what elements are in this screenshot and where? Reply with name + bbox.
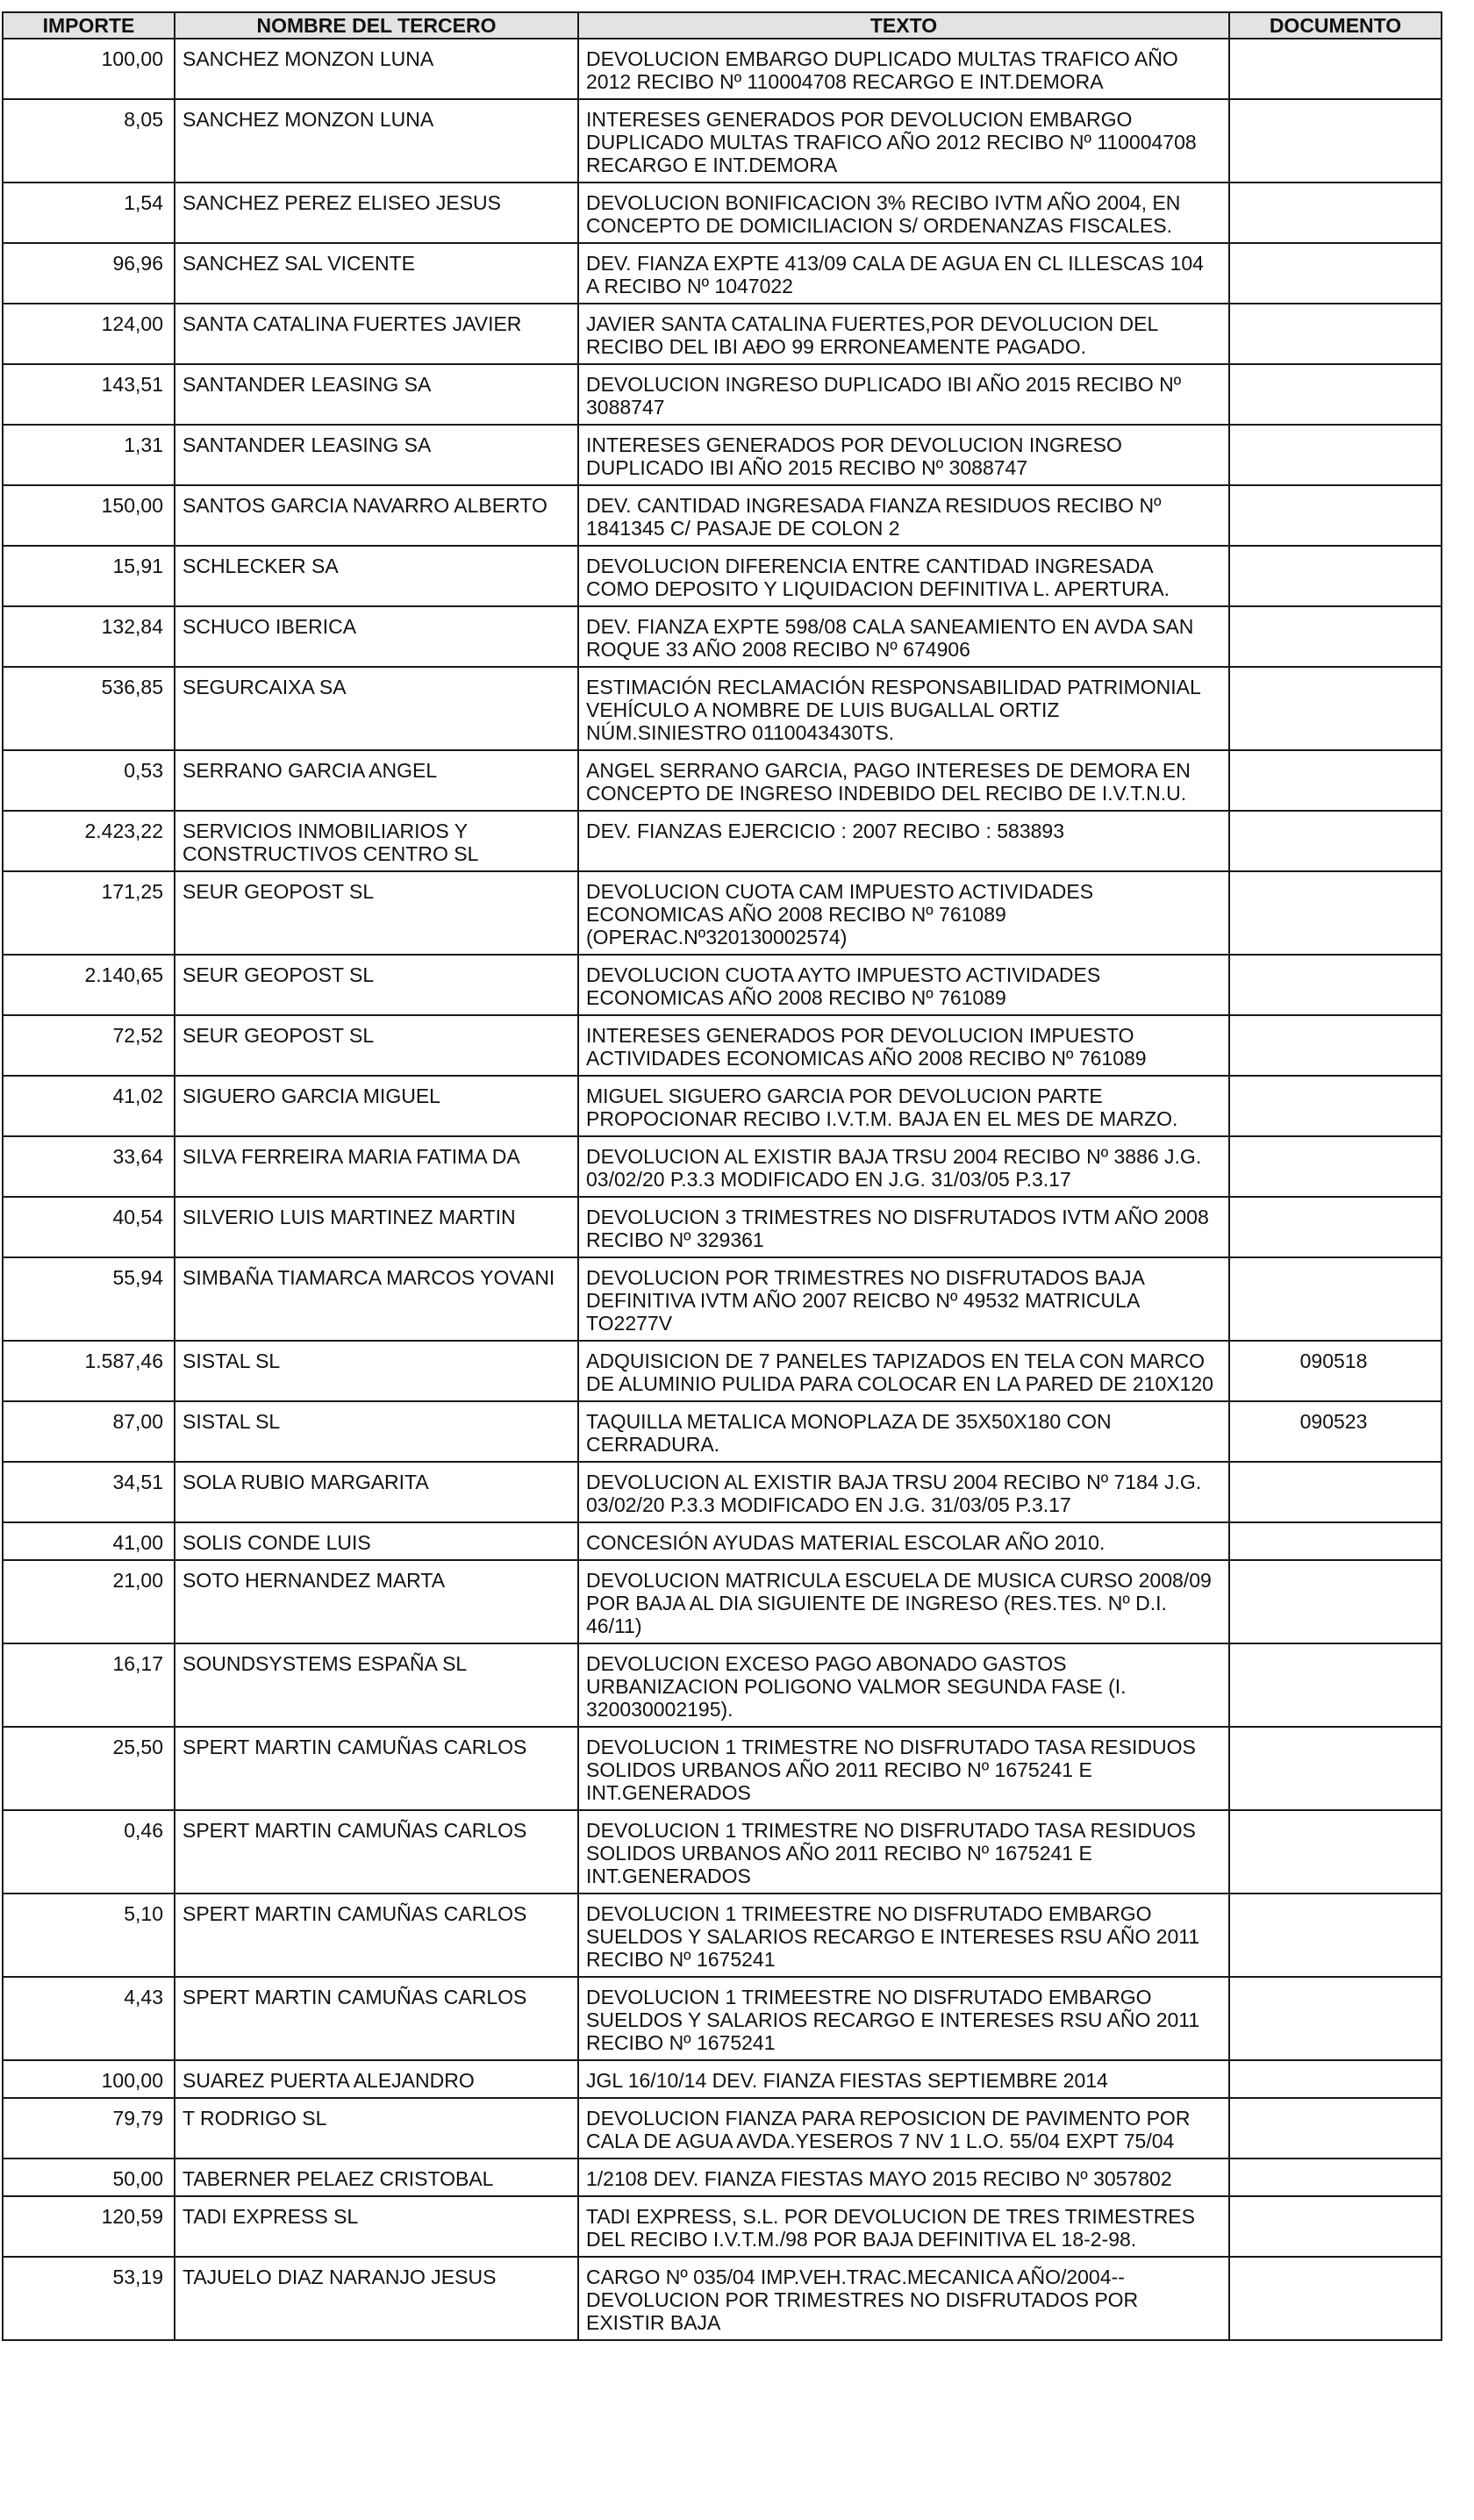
document-cell [1229, 1462, 1442, 1522]
name-cell: SERRANO GARCIA ANGEL [175, 750, 578, 811]
table-row [3, 2196, 1442, 2257]
amount-cell: 55,94 [3, 1257, 175, 1341]
amount-cell: 50,00 [3, 2158, 175, 2196]
table-row [3, 2098, 1442, 2158]
document-cell [1229, 1643, 1442, 1727]
text-cell: JAVIER SANTA CATALINA FUERTES,POR DEVOLUCION DEL RECIBO DEL IBI AÐO 99 ERRONEAMENTE PAGADO. [578, 304, 1229, 364]
text-cell: MIGUEL SIGUERO GARCIA POR DEVOLUCION PARTE PROPOCIONAR RECIBO I.V.T.M. BAJA EN EL MES DE MARZO. [578, 1076, 1229, 1136]
text-cell: DEVOLUCION BONIFICACION 3% RECIBO IVTM AÑO 2004, EN CONCEPTO DE DOMICILIACION S/ ORDENANZAS FISCALES. [578, 183, 1229, 243]
table-row [3, 1197, 1442, 1257]
document-cell [1229, 2098, 1442, 2158]
text-cell: DEVOLUCION 1 TRIMEESTRE NO DISFRUTADO EMBARGO SUELDOS Y SALARIOS RECARGO E INTERESES RSU AÑO 2011 RECIBO Nº 1675241 [578, 1894, 1229, 1977]
name-cell: SOLA RUBIO MARGARITA [175, 1462, 578, 1522]
text-cell: TADI EXPRESS, S.L. POR DEVOLUCION DE TRES TRIMESTRES DEL RECIBO I.V.T.M./98 POR BAJA DEFINITIVA EL 18-2-98. [578, 2196, 1229, 2257]
name-cell: SPERT MARTIN CAMUÑAS CARLOS [175, 1977, 578, 2060]
name-cell: SOLIS CONDE LUIS [175, 1522, 578, 1560]
header-nombre-del-tercero: NOMBRE DEL TERCERO [175, 12, 578, 39]
document-cell [1229, 2060, 1442, 2098]
table-row [3, 1727, 1442, 1810]
table-row [3, 364, 1442, 425]
amount-cell: 171,25 [3, 871, 175, 955]
document-cell [1229, 1257, 1442, 1341]
amount-cell: 15,91 [3, 546, 175, 606]
document-cell [1229, 1977, 1442, 2060]
amount-cell: 41,02 [3, 1076, 175, 1136]
name-cell: SISTAL SL [175, 1341, 578, 1401]
amount-cell: 100,00 [3, 39, 175, 99]
name-cell: T RODRIGO SL [175, 2098, 578, 2158]
document-cell: 090523 [1229, 1401, 1442, 1462]
table-row [3, 1560, 1442, 1643]
table-row [3, 2257, 1442, 2340]
document-cell [1229, 304, 1442, 364]
amount-cell: 0,46 [3, 1810, 175, 1894]
table-row [3, 1894, 1442, 1977]
text-cell: INTERESES GENERADOS POR DEVOLUCION EMBARGO DUPLICADO MULTAS TRAFICO AÑO 2012 RECIBO Nº 110004708 RECARGO E INT.DEMORA [578, 99, 1229, 183]
amount-cell: 33,64 [3, 1136, 175, 1197]
table-row [3, 243, 1442, 304]
document-cell [1229, 2257, 1442, 2340]
table-row [3, 955, 1442, 1015]
table-row [3, 546, 1442, 606]
payments-table [2, 11, 1442, 2341]
document-cell [1229, 811, 1442, 871]
amount-cell: 1,54 [3, 183, 175, 243]
name-cell: SISTAL SL [175, 1401, 578, 1462]
table-header-row [3, 12, 1442, 39]
text-cell: ADQUISICION DE 7 PANELES TAPIZADOS EN TELA CON MARCO DE ALUMINIO PULIDA PARA COLOCAR EN LA PARED DE 210X120 [578, 1341, 1229, 1401]
text-cell: DEVOLUCION CUOTA CAM IMPUESTO ACTIVIDADES ECONOMICAS AÑO 2008 RECIBO Nº 761089 (OPERAC.Nº320130002574) [578, 871, 1229, 955]
table-row [3, 304, 1442, 364]
amount-cell: 8,05 [3, 99, 175, 183]
amount-cell: 132,84 [3, 606, 175, 667]
text-cell: ANGEL SERRANO GARCIA, PAGO INTERESES DE DEMORA EN CONCEPTO DE INGRESO INDEBIDO DEL RECIBO DE I.V.T.N.U. [578, 750, 1229, 811]
text-cell: CARGO Nº 035/04 IMP.VEH.TRAC.MECANICA AÑO/2004-- DEVOLUCION POR TRIMESTRES NO DISFRUTADOS POR EXISTIR BAJA [578, 2257, 1229, 2340]
text-cell: DEVOLUCION POR TRIMESTRES NO DISFRUTADOS BAJA DEFINITIVA IVTM AÑO 2007 REICBO Nº 49532 MATRICULA TO2277V [578, 1257, 1229, 1341]
amount-cell: 4,43 [3, 1977, 175, 2060]
header-importe: IMPORTE [3, 12, 175, 39]
table-row [3, 183, 1442, 243]
text-cell: DEVOLUCION 1 TRIMESTRE NO DISFRUTADO TASA RESIDUOS SOLIDOS URBANOS AÑO 2011 RECIBO Nº 1675241 E INT.GENERADOS [578, 1727, 1229, 1810]
text-cell: INTERESES GENERADOS POR DEVOLUCION IMPUESTO ACTIVIDADES ECONOMICAS AÑO 2008 RECIBO Nº 761089 [578, 1015, 1229, 1076]
table-row [3, 2158, 1442, 2196]
name-cell: SPERT MARTIN CAMUÑAS CARLOS [175, 1727, 578, 1810]
text-cell: ESTIMACIÓN RECLAMACIÓN RESPONSABILIDAD PATRIMONIAL VEHÍCULO A NOMBRE DE LUIS BUGALLAL ORTIZ NÚM.SINIESTRO 0110043430TS. [578, 667, 1229, 750]
table-row [3, 1015, 1442, 1076]
document-cell [1229, 871, 1442, 955]
name-cell: SANTA CATALINA FUERTES JAVIER [175, 304, 578, 364]
table-row [3, 1341, 1442, 1401]
table-row [3, 1643, 1442, 1727]
table-row [3, 2060, 1442, 2098]
name-cell: SOUNDSYSTEMS ESPAÑA SL [175, 1643, 578, 1727]
amount-cell: 87,00 [3, 1401, 175, 1462]
table-row [3, 485, 1442, 546]
text-cell: DEVOLUCION AL EXISTIR BAJA TRSU 2004 RECIBO Nº 7184 J.G. 03/02/20 P.3.3 MODIFICADO EN J.G. 31/03/05 P.3.17 [578, 1462, 1229, 1522]
name-cell: SANTOS GARCIA NAVARRO ALBERTO [175, 485, 578, 546]
text-cell: DEVOLUCION CUOTA AYTO IMPUESTO ACTIVIDADES ECONOMICAS AÑO 2008 RECIBO Nº 761089 [578, 955, 1229, 1015]
text-cell: DEVOLUCION INGRESO DUPLICADO IBI AÑO 2015 RECIBO Nº 3088747 [578, 364, 1229, 425]
text-cell: CONCESIÓN AYUDAS MATERIAL ESCOLAR AÑO 2010. [578, 1522, 1229, 1560]
table-row [3, 871, 1442, 955]
document-cell [1229, 1136, 1442, 1197]
document-cell [1229, 1560, 1442, 1643]
name-cell: SEGURCAIXA SA [175, 667, 578, 750]
document-cell [1229, 243, 1442, 304]
amount-cell: 536,85 [3, 667, 175, 750]
amount-cell: 1.587,46 [3, 1341, 175, 1401]
name-cell: SPERT MARTIN CAMUÑAS CARLOS [175, 1894, 578, 1977]
amount-cell: 53,19 [3, 2257, 175, 2340]
name-cell: SCHUCO IBERICA [175, 606, 578, 667]
name-cell: SEUR GEOPOST SL [175, 955, 578, 1015]
amount-cell: 2.423,22 [3, 811, 175, 871]
name-cell: SIMBAÑA TIAMARCA MARCOS YOVANI [175, 1257, 578, 1341]
name-cell: SANCHEZ SAL VICENTE [175, 243, 578, 304]
text-cell: JGL 16/10/14 DEV. FIANZA FIESTAS SEPTIEMBRE 2014 [578, 2060, 1229, 2098]
name-cell: SILVA FERREIRA MARIA FATIMA DA [175, 1136, 578, 1197]
text-cell: DEVOLUCION FIANZA PARA REPOSICION DE PAVIMENTO POR CALA DE AGUA AVDA.YESEROS 7 NV 1 L.O. 55/04 EXPT 75/04 [578, 2098, 1229, 2158]
amount-cell: 124,00 [3, 304, 175, 364]
amount-cell: 72,52 [3, 1015, 175, 1076]
table-row [3, 1136, 1442, 1197]
text-cell: DEV. FIANZAS EJERCICIO : 2007 RECIBO : 583893 [578, 811, 1229, 871]
name-cell: SANCHEZ PEREZ ELISEO JESUS [175, 183, 578, 243]
table-row [3, 1810, 1442, 1894]
name-cell: SOTO HERNANDEZ MARTA [175, 1560, 578, 1643]
document-cell [1229, 1076, 1442, 1136]
document-cell [1229, 1522, 1442, 1560]
document-cell [1229, 606, 1442, 667]
text-cell: DEVOLUCION EMBARGO DUPLICADO MULTAS TRAFICO AÑO 2012 RECIBO Nº 110004708 RECARGO E INT.DEMORA [578, 39, 1229, 99]
amount-cell: 5,10 [3, 1894, 175, 1977]
name-cell: SANTANDER LEASING SA [175, 425, 578, 485]
name-cell: TADI EXPRESS SL [175, 2196, 578, 2257]
amount-cell: 25,50 [3, 1727, 175, 1810]
document-cell [1229, 1894, 1442, 1977]
text-cell: DEVOLUCION AL EXISTIR BAJA TRSU 2004 RECIBO Nº 3886 J.G. 03/02/20 P.3.3 MODIFICADO EN J.G. 31/03/05 P.3.17 [578, 1136, 1229, 1197]
text-cell: INTERESES GENERADOS POR DEVOLUCION INGRESO DUPLICADO IBI AÑO 2015 RECIBO Nº 3088747 [578, 425, 1229, 485]
document-cell [1229, 955, 1442, 1015]
document-cell [1229, 750, 1442, 811]
amount-cell: 21,00 [3, 1560, 175, 1643]
name-cell: SIGUERO GARCIA MIGUEL [175, 1076, 578, 1136]
table-row [3, 1401, 1442, 1462]
name-cell: SANCHEZ MONZON LUNA [175, 39, 578, 99]
amount-cell: 40,54 [3, 1197, 175, 1257]
document-cell [1229, 99, 1442, 183]
name-cell: SERVICIOS INMOBILIARIOS Y CONSTRUCTIVOS CENTRO SL [175, 811, 578, 871]
table-row [3, 1076, 1442, 1136]
document-cell [1229, 425, 1442, 485]
name-cell: TAJUELO DIAZ NARANJO JESUS [175, 2257, 578, 2340]
amount-cell: 150,00 [3, 485, 175, 546]
text-cell: DEV. CANTIDAD INGRESADA FIANZA RESIDUOS RECIBO Nº 1841345 C/ PASAJE DE COLON 2 [578, 485, 1229, 546]
amount-cell: 96,96 [3, 243, 175, 304]
header-documento: DOCUMENTO [1229, 12, 1442, 39]
text-cell: TAQUILLA METALICA MONOPLAZA DE 35X50X180 CON CERRADURA. [578, 1401, 1229, 1462]
text-cell: DEVOLUCION MATRICULA ESCUELA DE MUSICA CURSO 2008/09 POR BAJA AL DIA SIGUIENTE DE INGRESO (RES.TES. Nº D.I. 46/11) [578, 1560, 1229, 1643]
name-cell: SUAREZ PUERTA ALEJANDRO [175, 2060, 578, 2098]
table-row [3, 1257, 1442, 1341]
table-row [3, 425, 1442, 485]
table-row [3, 1462, 1442, 1522]
text-cell: DEVOLUCION EXCESO PAGO ABONADO GASTOS URBANIZACION POLIGONO VALMOR SEGUNDA FASE (I. 320030002195). [578, 1643, 1229, 1727]
name-cell: SANTANDER LEASING SA [175, 364, 578, 425]
table-row [3, 667, 1442, 750]
amount-cell: 2.140,65 [3, 955, 175, 1015]
amount-cell: 34,51 [3, 1462, 175, 1522]
document-cell: 090518 [1229, 1341, 1442, 1401]
name-cell: SEUR GEOPOST SL [175, 871, 578, 955]
text-cell: DEVOLUCION 1 TRIMESTRE NO DISFRUTADO TASA RESIDUOS SOLIDOS URBANOS AÑO 2011 RECIBO Nº 1675241 E INT.GENERADOS [578, 1810, 1229, 1894]
document-cell [1229, 667, 1442, 750]
amount-cell: 41,00 [3, 1522, 175, 1560]
amount-cell: 1,31 [3, 425, 175, 485]
name-cell: SCHLECKER SA [175, 546, 578, 606]
document-cell [1229, 364, 1442, 425]
document-cell [1229, 1197, 1442, 1257]
text-cell: 1/2108 DEV. FIANZA FIESTAS MAYO 2015 RECIBO Nº 3057802 [578, 2158, 1229, 2196]
document-cell [1229, 183, 1442, 243]
document-cell [1229, 39, 1442, 99]
document-cell [1229, 546, 1442, 606]
amount-cell: 143,51 [3, 364, 175, 425]
name-cell: TABERNER PELAEZ CRISTOBAL [175, 2158, 578, 2196]
document-cell [1229, 2196, 1442, 2257]
text-cell: DEVOLUCION 1 TRIMEESTRE NO DISFRUTADO EMBARGO SUELDOS Y SALARIOS RECARGO E INTERESES RSU AÑO 2011 RECIBO Nº 1675241 [578, 1977, 1229, 2060]
table-row [3, 750, 1442, 811]
amount-cell: 120,59 [3, 2196, 175, 2257]
name-cell: SILVERIO LUIS MARTINEZ MARTIN [175, 1197, 578, 1257]
table-row [3, 39, 1442, 99]
header-texto: TEXTO [578, 12, 1229, 39]
document-cell [1229, 1727, 1442, 1810]
text-cell: DEV. FIANZA EXPTE 598/08 CALA SANEAMIENTO EN AVDA SAN ROQUE 33 AÑO 2008 RECIBO Nº 674906 [578, 606, 1229, 667]
table-row [3, 811, 1442, 871]
text-cell: DEVOLUCION 3 TRIMESTRES NO DISFRUTADOS IVTM AÑO 2008 RECIBO Nº 329361 [578, 1197, 1229, 1257]
name-cell: SEUR GEOPOST SL [175, 1015, 578, 1076]
amount-cell: 0,53 [3, 750, 175, 811]
document-cell [1229, 485, 1442, 546]
document-cell [1229, 1015, 1442, 1076]
document-cell [1229, 2158, 1442, 2196]
name-cell: SANCHEZ MONZON LUNA [175, 99, 578, 183]
text-cell: DEVOLUCION DIFERENCIA ENTRE CANTIDAD INGRESADA COMO DEPOSITO Y LIQUIDACION DEFINITIVA L. APERTURA. [578, 546, 1229, 606]
table-row [3, 1977, 1442, 2060]
table-row [3, 99, 1442, 183]
name-cell: SPERT MARTIN CAMUÑAS CARLOS [175, 1810, 578, 1894]
amount-cell: 100,00 [3, 2060, 175, 2098]
amount-cell: 79,79 [3, 2098, 175, 2158]
text-cell: DEV. FIANZA EXPTE 413/09 CALA DE AGUA EN CL ILLESCAS 104 A RECIBO Nº 1047022 [578, 243, 1229, 304]
amount-cell: 16,17 [3, 1643, 175, 1727]
document-cell [1229, 1810, 1442, 1894]
table-row [3, 1522, 1442, 1560]
table-row [3, 606, 1442, 667]
